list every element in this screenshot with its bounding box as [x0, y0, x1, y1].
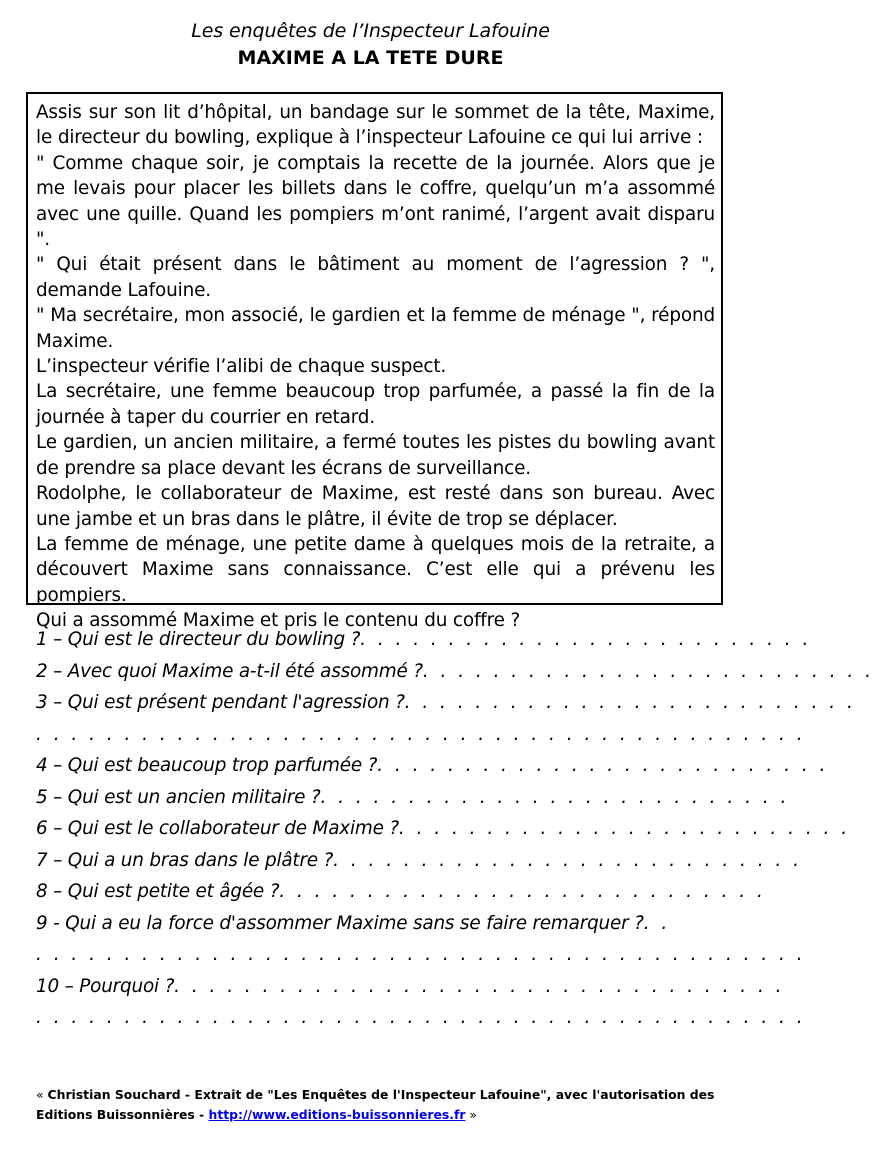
story-paragraph: " Comme chaque soir, je comptais la recette de la journée. Alors que je me levais pour placer les billets dans le coffre, quelqu’un m’a assommé avec une quille. Quand les pompiers m’ont ranimé, l’argent avait disparu ".	[36, 152, 715, 251]
answer-dots: . . . . . . . . . . . . . . . . . . . . . . . . . . . .	[279, 881, 766, 902]
answer-dots: . . . . . . . . . . . . . . . . . . . . . . . . . . . . . . . . . . .	[174, 975, 785, 997]
story-paragraph: Qui a assommé Maxime et pris le contenu du coffre ?	[36, 610, 521, 632]
close-quote: »	[465, 1107, 477, 1122]
question-5	[36, 782, 790, 814]
open-quote: «	[36, 1087, 48, 1102]
question-8	[36, 876, 766, 908]
question-4	[36, 750, 829, 782]
story-paragraph: Rodolphe, le collaborateur de Maxime, est resté dans son bureau. Avec une jambe et un bras dans le plâtre, il évite de trop se déplacer.	[36, 483, 715, 530]
story-paragraph: " Ma secrétaire, mon associé, le gardien et la femme de ménage ", répond Maxime.	[36, 305, 715, 352]
question-text: 3 – Qui est présent pendant l'agression ?	[36, 692, 405, 713]
question-text: 2 – Avec quoi Maxime a-t-il été assommé ?	[36, 660, 423, 682]
answer-dots: . . . . . . . . . . . . . . . . . . . . . . . . . .	[377, 755, 829, 776]
answer-dots: . . . . . . . . . . . . . . . . . . . . . . . . . .	[422, 660, 874, 682]
story-paragraph: Assis sur son lit d’hôpital, un bandage sur le sommet de la tête, Maxime, le directeur du bowling, explique à l’inspecteur Lafouine ce qui lui arrive :	[36, 102, 715, 149]
story-title: MAXIME A LA TETE DURE	[237, 47, 504, 69]
question-text: 9 - Qui a eu la force d'assommer Maxime sans se faire remarquer ?	[36, 912, 644, 934]
credit-text: Christian Souchard - Extrait de "Les Enquêtes de l'Inspecteur Lafouine", avec l'autorisation des Editions Buissonnières -	[36, 1087, 715, 1122]
story-paragraph: La femme de ménage, une petite dame à quelques mois de la retraite, a découvert Maxime sans connaissance. C’est elle qui a prévenu les pompiers.	[36, 533, 715, 606]
story-paragraph: La secrétaire, une femme beaucoup trop parfumée, a passé la fin de la journée à taper du courrier en retard.	[36, 381, 715, 428]
story-paragraph: L’inspecteur vérifie l’alibi de chaque suspect.	[36, 356, 447, 378]
question-text: 6 – Qui est le collaborateur de Maxime ?	[36, 818, 399, 839]
answer-dots: . . . . . . . . . . . . . . . . . . . . . . . . . . . . . . . . . . . . . . . . . . . .	[36, 944, 806, 965]
credit-footer	[36, 1085, 726, 1125]
question-text: 1 – Qui est le directeur du bowling ?	[36, 629, 361, 650]
question-7	[36, 845, 802, 877]
question-1	[36, 624, 812, 656]
answer-dots: . .	[643, 912, 671, 934]
story-box	[26, 92, 723, 632]
publisher-link[interactable]: http://www.editions-buissonnieres.fr	[208, 1107, 466, 1122]
question-2	[36, 656, 874, 688]
answer-dots: . . . . . . . . . . . . . . . . . . . . . . . . . . .	[320, 786, 790, 808]
answer-dots: . . . . . . . . . . . . . . . . . . . . . . . . . . . . . . . . . . . . . . . . . . . .	[36, 723, 806, 745]
question-text: 10 – Pourquoi ?	[36, 975, 175, 997]
question-10	[36, 971, 785, 1003]
question-text: 4 – Qui est beaucoup trop parfumée ?	[36, 755, 378, 776]
story-paragraph: " Qui était présent dans le bâtiment au moment de l’agression ? ", demande Lafouine.	[36, 254, 715, 301]
question-6	[36, 813, 851, 845]
question-list	[36, 624, 874, 1034]
series-title: Les enquêtes de l’Inspecteur Lafouine	[191, 20, 550, 42]
question-text: 8 – Qui est petite et âgée ?	[36, 881, 280, 902]
question-text: 7 – Qui a un bras dans le plâtre ?	[36, 849, 334, 871]
answer-dots: . . . . . . . . . . . . . . . . . . . . . . . . . .	[398, 818, 851, 839]
question-text: 5 – Qui est un ancien militaire ?	[36, 786, 321, 808]
answer-dots: . . . . . . . . . . . . . . . . . . . . . . . . . .	[360, 629, 812, 650]
answer-dots: . . . . . . . . . . . . . . . . . . . . . . . . . .	[404, 692, 856, 713]
answer-dots: . . . . . . . . . . . . . . . . . . . . . . . . . . . . . . . . . . . . . . . . . . . .	[36, 1007, 806, 1028]
question-3	[36, 687, 856, 719]
answer-line	[36, 939, 806, 971]
answer-line	[36, 719, 806, 751]
answer-dots: . . . . . . . . . . . . . . . . . . . . . . . . . . .	[333, 849, 802, 871]
answer-line	[36, 1002, 806, 1034]
question-9	[36, 908, 726, 940]
story-paragraph: Le gardien, un ancien militaire, a fermé toutes les pistes du bowling avant de prendre sa place devant les écrans de surveillance.	[36, 432, 715, 479]
